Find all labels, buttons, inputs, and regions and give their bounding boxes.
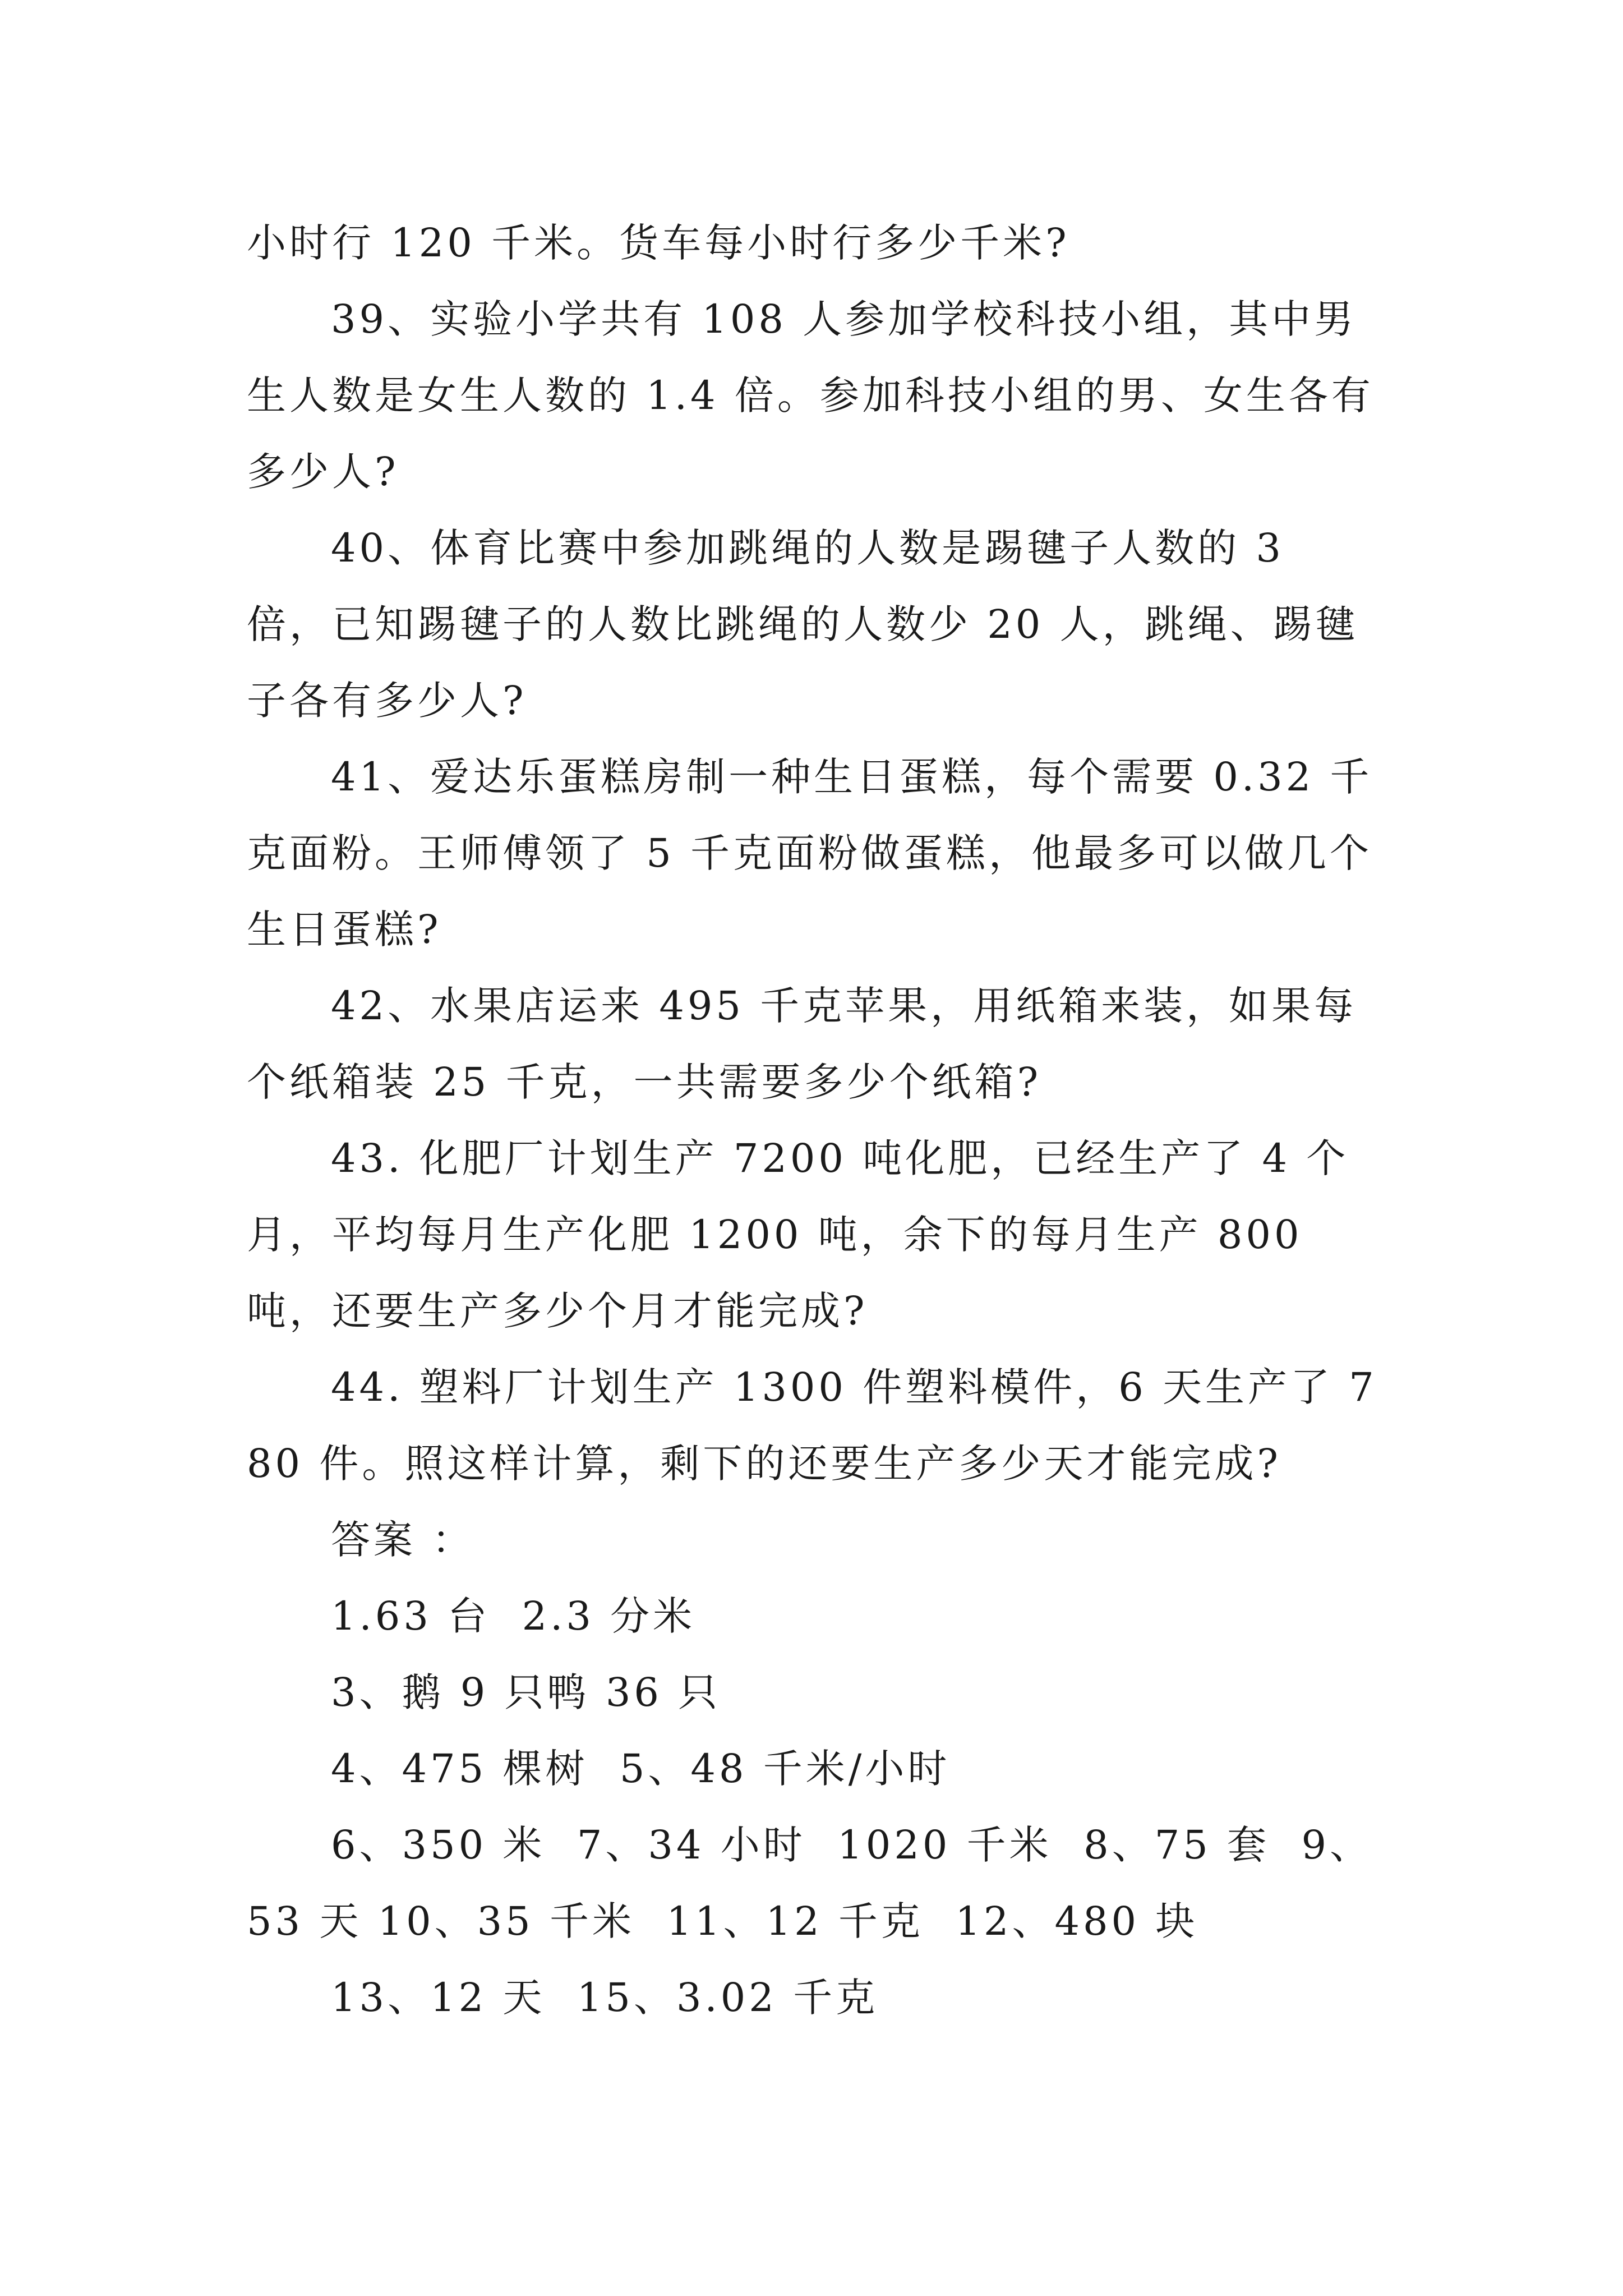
answer-line: 4、475 棵树 5、48 千米/小时 — [331, 1746, 951, 1792]
paragraph-continuation: 小时行 120 千米。货车每小时行多少千米? — [247, 220, 1070, 266]
question-44: 44. 塑料厂计划生产 1300 件塑料模件，6 天生产了 780 件。照这样计算，剩下的还要生产多少天才能完成? — [247, 1364, 1377, 1487]
question-41: 41、爱达乐蛋糕房制一种生日蛋糕，每个需要 0.32 千克面粉。王师傅领了 5 千克面粉做蛋糕，他最多可以做几个生日蛋糕? — [247, 754, 1373, 953]
answer-line: 1.63 台 2.3 分米 — [331, 1593, 696, 1639]
question-42: 42、水果店运来 495 千克苹果，用纸箱来装，如果每个纸箱装 25 千克，一共需要多少个纸箱? — [247, 983, 1357, 1105]
question-43: 43. 化肥厂计划生产 7200 吨化肥，已经生产了 4 个月，平均每月生产化肥 1200 吨，余下的每月生产 800 吨，还要生产多少个月才能完成? — [247, 1135, 1349, 1334]
document-body — [247, 205, 1385, 2036]
answer-line: 3、鹅 9 只鸭 36 只 — [331, 1669, 721, 1715]
question-40: 40、体育比赛中参加跳绳的人数是踢毽子人数的 3 倍，已知踢毽子的人数比跳绳的人数少 20 人，跳绳、踢毽子各有多少人? — [247, 525, 1358, 724]
answers-heading: 答案 ： — [331, 1517, 475, 1563]
answer-line: 6、350 米 7、34 小时 1020 千米 8、75 套 9、53 天 10、35 千米 11、12 千克 12、480 块 — [247, 1822, 1373, 1944]
question-39: 39、实验小学共有 108 人参加学校科技小组，其中男生人数是女生人数的 1.4 倍。参加科技小组的男、女生各有多少人? — [247, 296, 1374, 495]
answer-line: 13、12 天 15、3.02 千克 — [331, 1975, 879, 2021]
